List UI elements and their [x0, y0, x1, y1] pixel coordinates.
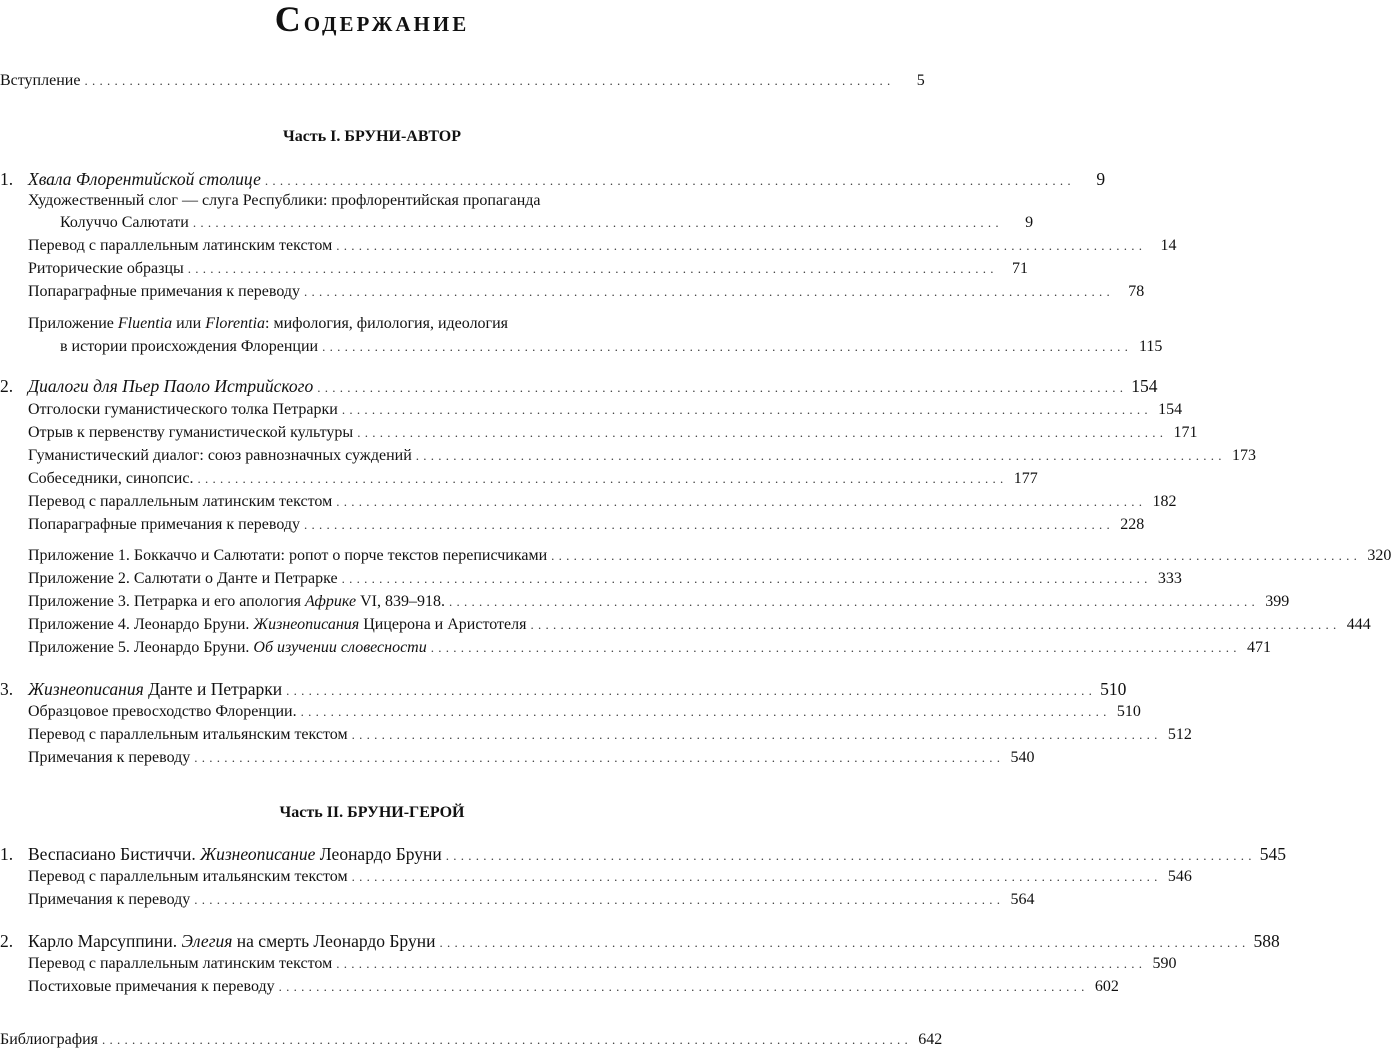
toc-subentry[interactable]: Колуччо Салютати . . . 9	[0, 212, 740, 234]
toc-appendix[interactable]: Приложение 4. Леонардо Бруни. Жизнеописания Цицерона и Аристотеля . . . 444	[0, 614, 740, 636]
toc-subentry[interactable]: Перевод с параллельным итальянским текстом . . . 512	[0, 724, 740, 746]
toc-chapter-2[interactable]: 2. Диалоги для Пьер Паоло Истрийского . . . 154	[0, 375, 740, 397]
toc-subentry[interactable]: Постиховые примечания к переводу . . . 602	[0, 976, 740, 998]
part-2-heading: Часть II. БРУНИ-ГЕРОЙ	[279, 804, 465, 821]
page-title: Содержание	[274, 0, 470, 39]
part-1-heading: Часть I. БРУНИ-АВТОР	[283, 128, 461, 145]
toc-chapter-3[interactable]: 3. Жизнеописания Данте и Петрарки . . . 510	[0, 678, 740, 700]
leader-dots	[84, 70, 890, 92]
toc-subentry[interactable]: Попараграфные примечания к переводу . . . 78	[0, 281, 740, 303]
toc-chapter-p2-1[interactable]: 1. Веспасиано Бистиччи. Жизнеописание Леонардо Бруни . . . 545	[0, 843, 740, 865]
toc-appendix[interactable]: Приложение 3. Петрарка и его апология Африке VI, 839–918. . . . 399	[0, 591, 740, 613]
toc-entry-intro[interactable]: Вступление . . . 5	[0, 70, 740, 92]
toc-subentry[interactable]: Примечания к переводу . . . 540	[0, 747, 740, 769]
toc-subentry[interactable]: Перевод с параллельным латинским текстом . . . 590	[0, 953, 740, 975]
toc-subentry[interactable]: Примечания к переводу . . . 564	[0, 889, 740, 911]
toc-subentry[interactable]: Перевод с параллельным итальянским текстом . . . 546	[0, 866, 740, 888]
toc-appendix[interactable]: Приложение 1. Боккаччо и Салютати: ропот о порче текстов переписчиками . . . 320	[0, 545, 740, 567]
toc-subentry[interactable]: Перевод с параллельным латинским текстом . . . 14	[0, 235, 740, 257]
toc-chapter-p2-2[interactable]: 2. Карло Марсуппини. Элегия на смерть Леонардо Бруни . . . 588	[0, 930, 740, 952]
toc-appendix[interactable]: Приложение 5. Леонардо Бруни. Об изучении словесности . . . 471	[0, 637, 740, 659]
toc-subentry[interactable]: Собеседники, синопсис. . . . 177	[0, 468, 740, 490]
toc-subentry[interactable]: Риторические образцы . . . 71	[0, 258, 740, 280]
toc-subentry[interactable]: Перевод с параллельным латинским текстом . . . 182	[0, 491, 740, 513]
toc-appendix[interactable]: Приложение 2. Салютати о Данте и Петрарке . . . 333	[0, 568, 740, 590]
toc-chapter-1[interactable]: 1. Хвала Флорентийской столице . . . 9	[0, 168, 740, 190]
toc-subentry[interactable]: Попараграфные примечания к переводу . . . 228	[0, 514, 740, 536]
toc-subentry[interactable]: Отрыв к первенству гуманистической культуры . . . 171	[0, 422, 740, 444]
toc-entry-bibliography[interactable]: Библиография . . . 642	[0, 1029, 740, 1051]
toc-subentry[interactable]: Отголоски гуманистического толка Петрарки . . . 154	[0, 399, 740, 421]
toc-subentry[interactable]: Гуманистический диалог: союз равнозначных суждений . . . 173	[0, 445, 740, 467]
toc-appendix-line[interactable]: Приложение Fluentia или Florentia: мифология, филология, идеология	[28, 315, 509, 332]
toc-subentry[interactable]: Образцовое превосходство Флоренции. . . . 510	[0, 701, 740, 723]
toc-subentry-line[interactable]: Художественный слог — слуга Республики: профлорентийская пропаганда	[28, 192, 541, 209]
toc-appendix[interactable]: в истории происхождения Флоренции . . . 115	[0, 336, 740, 358]
